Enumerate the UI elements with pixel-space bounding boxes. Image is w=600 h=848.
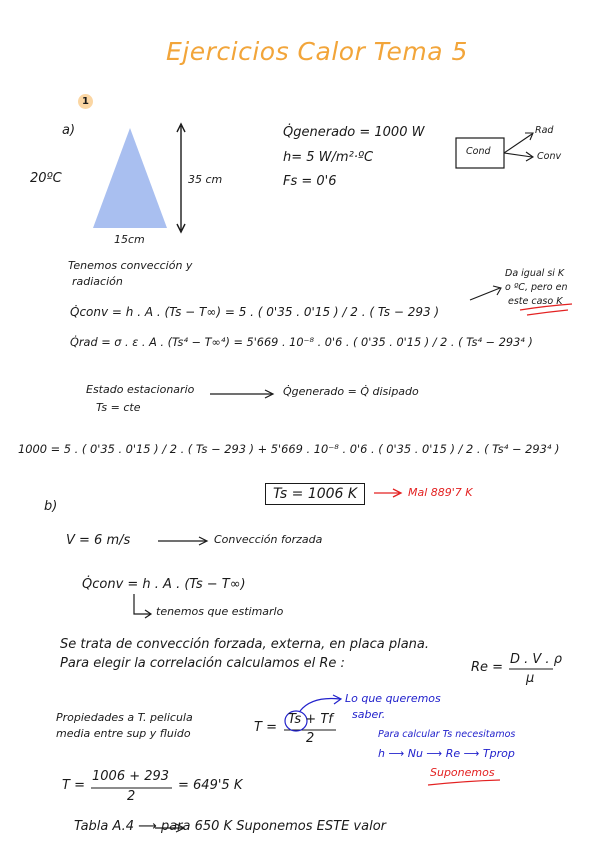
side-note-1: Da igual si K [505, 268, 565, 279]
result-ts: Ts = 1006 K [265, 483, 365, 505]
re-denominator: μ [526, 671, 535, 686]
part-a-label: a) [62, 123, 76, 138]
energy-balance: 1000 = 5 . ( 0'35 . 0'15 ) / 2 . ( Ts − 293 ) + 5'669 . 10⁻⁸ . 0'6 . ( 0'35 . 0'15 ) / 2 . ( Ts⁴ − 293⁴ ) [18, 442, 560, 456]
cond-box-label: Cond [466, 146, 491, 157]
side-note-2: o ºC, pero en [505, 282, 568, 293]
problem-number-badge: 1 [78, 94, 93, 109]
steady-state-1: Estado estacionario [86, 383, 195, 396]
calc-note: Para calcular Ts necesitamos [378, 729, 516, 740]
given-h: h= 5 W/m²·ºC [283, 150, 374, 165]
t-film-calc-result: = 649'5 K [178, 778, 243, 793]
forced-convection: Convección forzada [214, 533, 323, 546]
props-note-2: media entre sup y fluido [56, 727, 191, 740]
want-arrow [300, 699, 340, 712]
eq-rad: Q̇rad = σ . ε . A . (Ts⁴ − T∞⁴) = 5'669 . 10⁻⁸ . 0'6 . ( 0'35 . 0'15 ) / 2 . ( Ts⁴ − 293⁴ ) [70, 336, 533, 349]
t-film-numerator: Ts + Tf [288, 712, 333, 727]
steady-state-2: Ts = cte [96, 401, 141, 414]
text-forced-external: Se trata de convección forzada, externa, en placa plana. [60, 637, 429, 652]
note-conv-rad-1: Tenemos convección y [68, 259, 193, 272]
re-numerator: D . V . ρ [510, 652, 562, 667]
height-label: 35 cm [188, 173, 223, 186]
velocity: V = 6 m/s [66, 533, 131, 548]
given-fs: Fs = 0'6 [283, 174, 337, 189]
t-film-lhs: T = [254, 720, 277, 735]
wrong-result: Mal 889'7 K [408, 486, 473, 499]
eq-conv: Q̇conv = h . A . (Ts − T∞) = 5 . ( 0'35 . 0'15 ) / 2 . ( Ts − 293 ) [70, 305, 440, 319]
page-title: Ejercicios Calor Tema 5 [166, 37, 468, 66]
ambient-temp: 20ºC [30, 171, 62, 186]
note-conv-rad-2: radiación [72, 275, 123, 288]
t-film-calc-denominator: 2 [127, 789, 136, 804]
conv-label: Conv [537, 151, 562, 162]
table-note: Tabla A.4 ⟶ para 650 K Suponemos ESTE valor [74, 819, 386, 834]
suppose-note: Suponemos [430, 766, 495, 779]
calc-chain: h ⟶ Nu ⟶ Re ⟶ Tprop [378, 747, 515, 760]
t-film-denominator: 2 [306, 731, 315, 746]
t-film-calc-numerator: 1006 + 293 [92, 769, 170, 784]
estimate-hook [134, 594, 150, 614]
q-conv-b: Q̇conv = h . A . (Ts − T∞) [82, 577, 246, 592]
re-lhs: Re = [471, 660, 504, 675]
want-note-2: saber. [352, 708, 386, 721]
t-film-calc-lhs: T = [62, 778, 85, 793]
props-note-1: Propiedades a T. pelicula [56, 711, 193, 724]
rad-label: Rad [535, 125, 554, 136]
estimate-note: tenemos que estimarlo [156, 605, 284, 618]
given-q-generado: Q̇generado = 1000 W [283, 125, 425, 140]
side-note-arrow [470, 288, 500, 300]
base-label: 15cm [114, 233, 145, 246]
side-note-3: este caso K [508, 296, 563, 307]
part-b-label: b) [44, 499, 58, 514]
steady-eq: Q̇generado = Q̇ disipado [283, 385, 419, 398]
want-note-1: Lo que queremos [345, 692, 441, 705]
text-correlation: Para elegir la correlación calculamos el Re : [60, 656, 345, 671]
triangle-shape [93, 128, 167, 228]
